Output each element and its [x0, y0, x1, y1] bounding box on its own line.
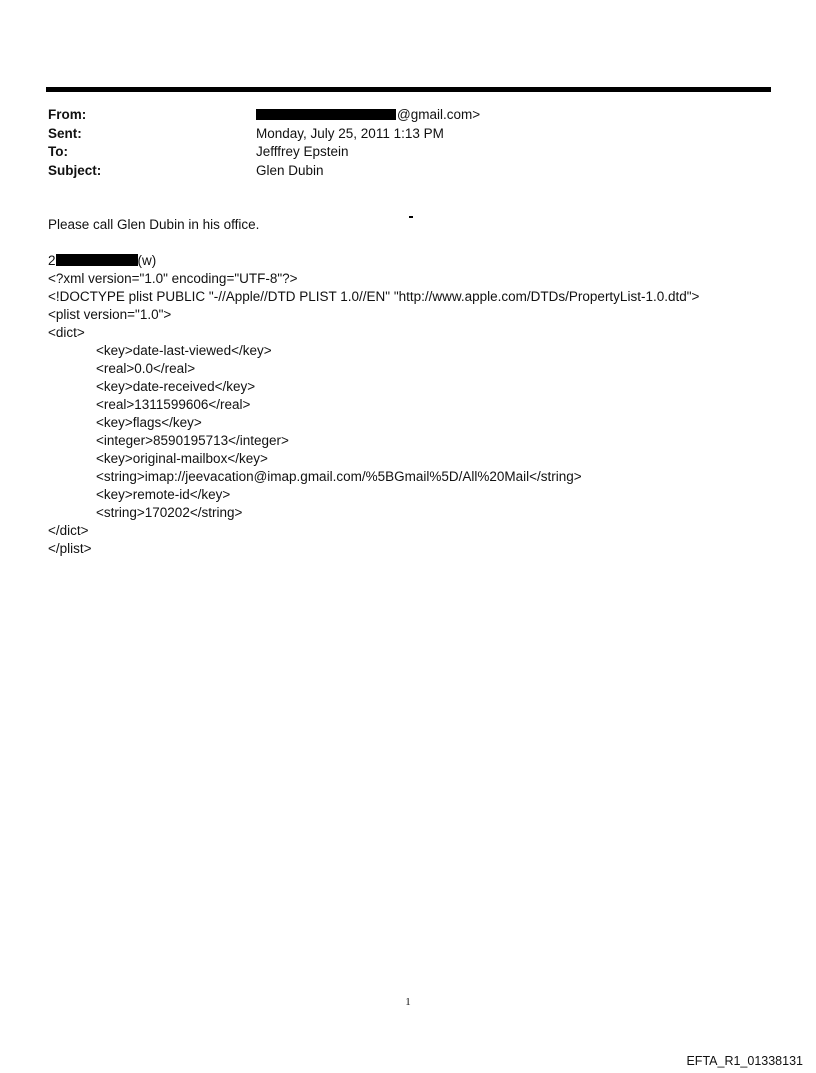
phone-prefix: 2 [48, 253, 56, 268]
redaction-block [256, 109, 396, 120]
phone-suffix: (w) [137, 253, 157, 268]
plist-line: <!DOCTYPE plist PUBLIC "-//Apple//DTD PLIST 1.0//EN" "http://www.apple.com/DTDs/PropertyList-1.0.dtd"> [48, 289, 700, 304]
plist-line: </plist> [48, 541, 92, 556]
plist-line: <key>remote-id</key> [96, 487, 231, 502]
email-body [48, 216, 699, 558]
header-rule [46, 87, 771, 92]
to-value: Jefffrey Epstein [256, 144, 349, 159]
document-id: EFTA_R1_01338131 [686, 1054, 803, 1068]
from-email-text: @gmail.com> [397, 107, 481, 122]
message-text: Please call Glen Dubin in his office. [48, 217, 260, 232]
subject-value: Glen Dubin [256, 162, 324, 178]
plist-line: <integer>8590195713</integer> [96, 433, 289, 448]
plist-line: <real>1311599606</real> [96, 397, 251, 412]
subject-label: Subject: [48, 162, 102, 178]
plist-line: <string>170202</string> [96, 505, 243, 520]
plist-line: <string>imap://jeevacation@imap.gmail.com/%5BGmail%5D/All%20Mail</string> [96, 469, 582, 484]
phone-line [48, 252, 699, 270]
from-label: From: [48, 107, 87, 122]
plist-line: <key>date-last-viewed</key> [96, 343, 272, 358]
plist-line: <key>date-received</key> [96, 379, 256, 394]
plist-line: <real>0.0</real> [96, 361, 196, 376]
redaction-block [56, 254, 138, 266]
plist-line: </dict> [48, 523, 89, 538]
from-value [256, 107, 480, 122]
to-label: To: [48, 144, 68, 159]
blank-line [48, 234, 699, 252]
plist-line: <key>original-mailbox</key> [96, 451, 268, 466]
sent-value: Monday, July 25, 2011 1:13 PM [256, 125, 444, 141]
plist-line: <plist version="1.0"> [48, 307, 172, 322]
plist-line: <dict> [48, 325, 85, 340]
page-number: 1 [405, 996, 411, 1008]
sent-label: Sent: [48, 125, 82, 141]
plist-line: <key>flags</key> [96, 415, 202, 430]
plist-line: <?xml version="1.0" encoding="UTF-8"?> [48, 271, 298, 286]
